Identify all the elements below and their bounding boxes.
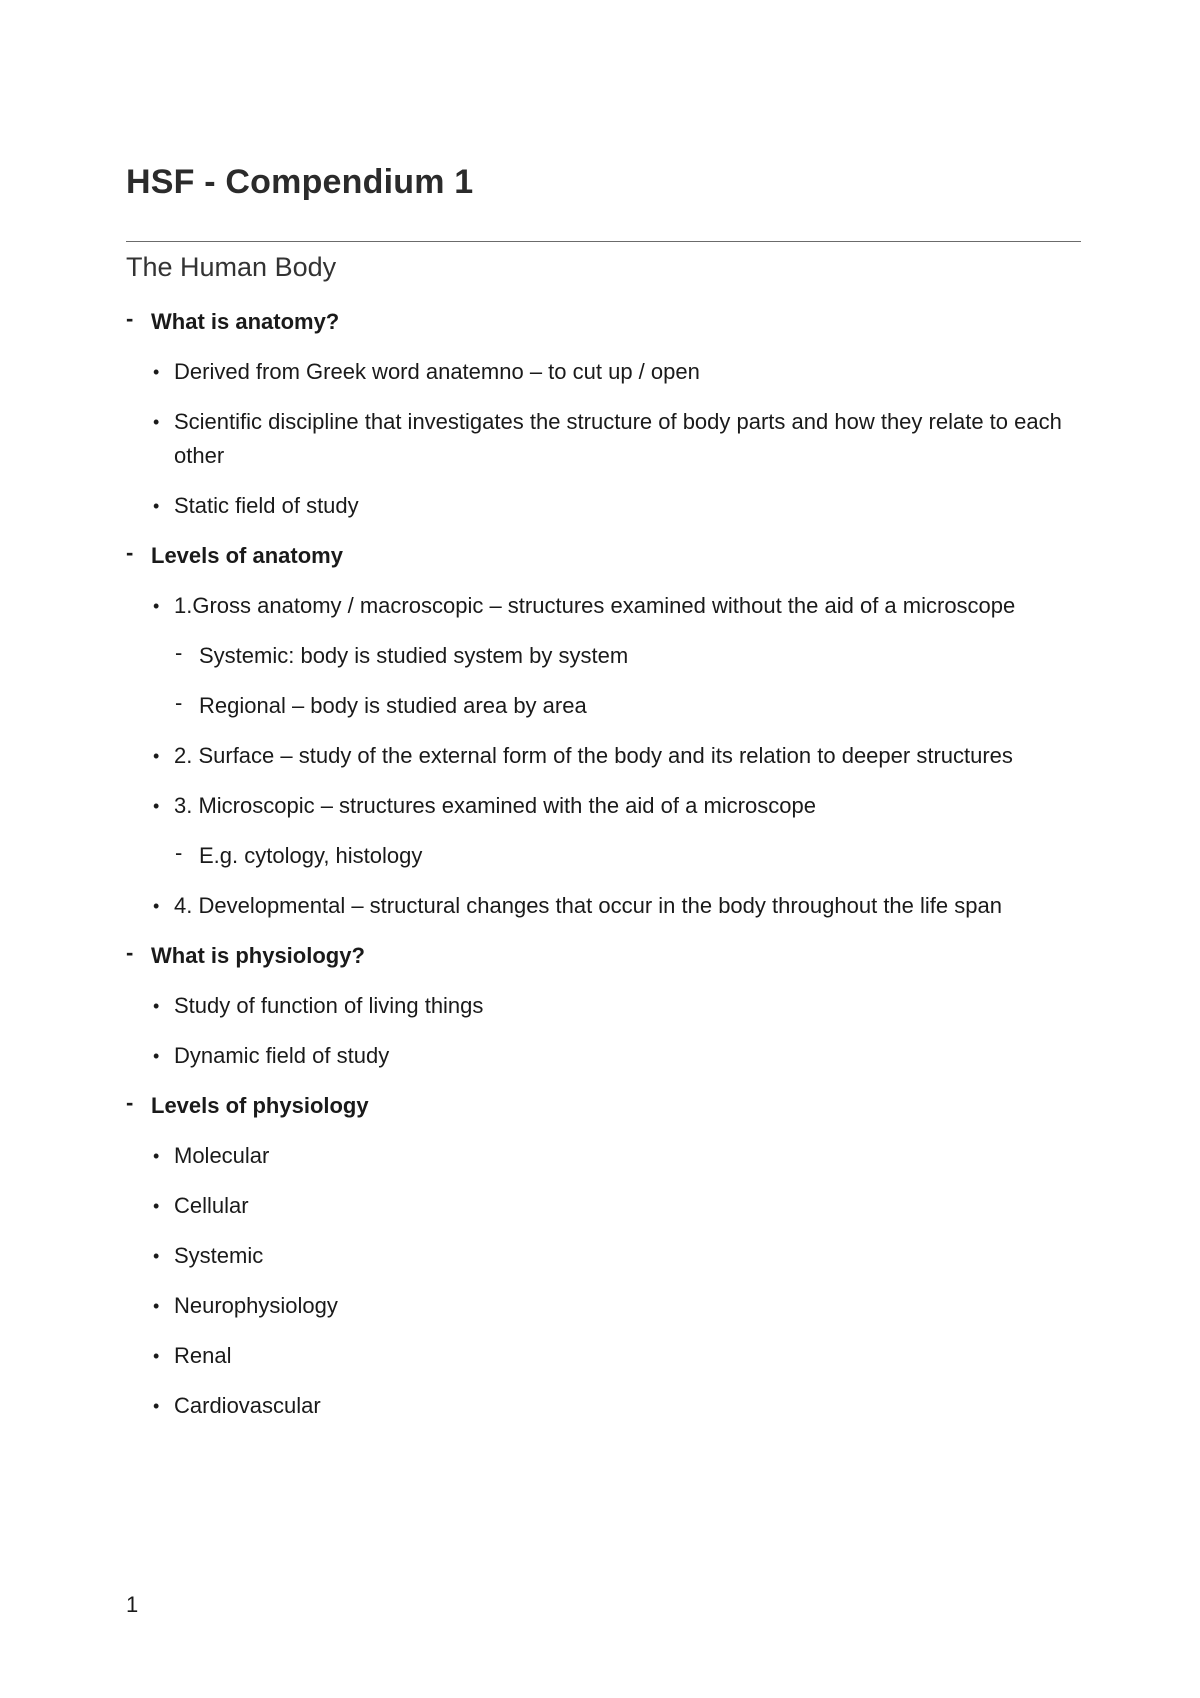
- bullet-marker: •: [153, 996, 160, 1016]
- title-divider: [126, 241, 1081, 242]
- bullet-item: [153, 989, 1086, 1023]
- bullet-marker: •: [153, 362, 160, 382]
- bullet-item: [153, 1339, 1086, 1373]
- outline-text: Derived from Greek word anatemno – to cut up / open: [174, 359, 700, 384]
- page-number: 1: [126, 1592, 139, 1617]
- bullet-item: [153, 1239, 1086, 1273]
- dash-marker: -: [175, 690, 183, 715]
- section-heading: The Human Body: [126, 252, 337, 282]
- bullet-marker: •: [153, 412, 160, 432]
- bullet-item: [153, 1139, 1086, 1173]
- sub-bullet-item: [175, 839, 1086, 873]
- bullet-marker: •: [153, 496, 160, 516]
- outline-text: 4. Developmental – structural changes that occur in the body throughout the life span: [174, 893, 1002, 918]
- outline-heading: [126, 939, 1086, 973]
- outline-text: 1.Gross anatomy / macroscopic – structures examined without the aid of a microscope: [174, 593, 1016, 618]
- document-title: HSF - Compendium 1: [126, 163, 474, 201]
- bullet-marker: •: [153, 796, 160, 816]
- outline-text: Static field of study: [174, 493, 359, 518]
- outline-text: Cellular: [174, 1193, 249, 1218]
- bullet-marker: •: [153, 596, 160, 616]
- outline-text: 3. Microscopic – structures examined with the aid of a microscope: [174, 793, 816, 818]
- outline-text: Cardiovascular: [174, 1393, 321, 1418]
- outline-heading: [126, 1089, 1086, 1123]
- dash-marker: -: [126, 540, 134, 565]
- outline-text: 2. Surface – study of the external form of the body and its relation to deeper structures: [174, 743, 1013, 768]
- dash-marker: -: [126, 306, 134, 331]
- outline-text: Systemic: body is studied system by system: [199, 643, 629, 668]
- bullet-item: [153, 355, 1086, 389]
- bullet-item: [153, 1039, 1086, 1073]
- bullet-marker: •: [153, 1146, 160, 1166]
- bullet-marker: •: [153, 1246, 160, 1266]
- bullet-marker: •: [153, 1296, 160, 1316]
- sub-bullet-item: [175, 639, 1086, 673]
- bullet-item: [153, 1289, 1086, 1323]
- outline-text: What is physiology?: [151, 943, 365, 968]
- dash-marker: -: [126, 1090, 134, 1115]
- outline-text: Levels of physiology: [151, 1093, 369, 1118]
- bullet-item: [153, 405, 1086, 473]
- bullet-item: [153, 589, 1086, 623]
- bullet-marker: •: [153, 1346, 160, 1366]
- bullet-item: [153, 1189, 1086, 1223]
- outline-text: Molecular: [174, 1143, 270, 1168]
- bullet-marker: •: [153, 896, 160, 916]
- outline-text: E.g. cytology, histology: [199, 843, 423, 868]
- outline-text: What is anatomy?: [151, 309, 340, 334]
- bullet-marker: •: [153, 746, 160, 766]
- bullet-item: [153, 1389, 1086, 1423]
- outline-text: Renal: [174, 1343, 232, 1368]
- bullet-marker: •: [153, 1196, 160, 1216]
- outline-text: Scientific discipline that investigates the structure of body parts and how they relate to each other: [174, 409, 1062, 468]
- bullet-item: [153, 789, 1086, 823]
- outline-text: Regional – body is studied area by area: [199, 693, 587, 718]
- dash-marker: -: [175, 640, 183, 665]
- outline-text: Study of function of living things: [174, 993, 484, 1018]
- sub-bullet-item: [175, 689, 1086, 723]
- bullet-item: [153, 889, 1086, 923]
- outline-text: Systemic: [174, 1243, 264, 1268]
- outline-text: Levels of anatomy: [151, 543, 343, 568]
- bullet-item: [153, 739, 1086, 773]
- dash-marker: -: [126, 940, 134, 965]
- outline-list: [126, 305, 1086, 1439]
- outline-heading: [126, 539, 1086, 573]
- outline-heading: [126, 305, 1086, 339]
- dash-marker: -: [175, 840, 183, 865]
- bullet-marker: •: [153, 1396, 160, 1416]
- bullet-item: [153, 489, 1086, 523]
- bullet-marker: •: [153, 1046, 160, 1066]
- outline-text: Dynamic field of study: [174, 1043, 390, 1068]
- outline-text: Neurophysiology: [174, 1293, 338, 1318]
